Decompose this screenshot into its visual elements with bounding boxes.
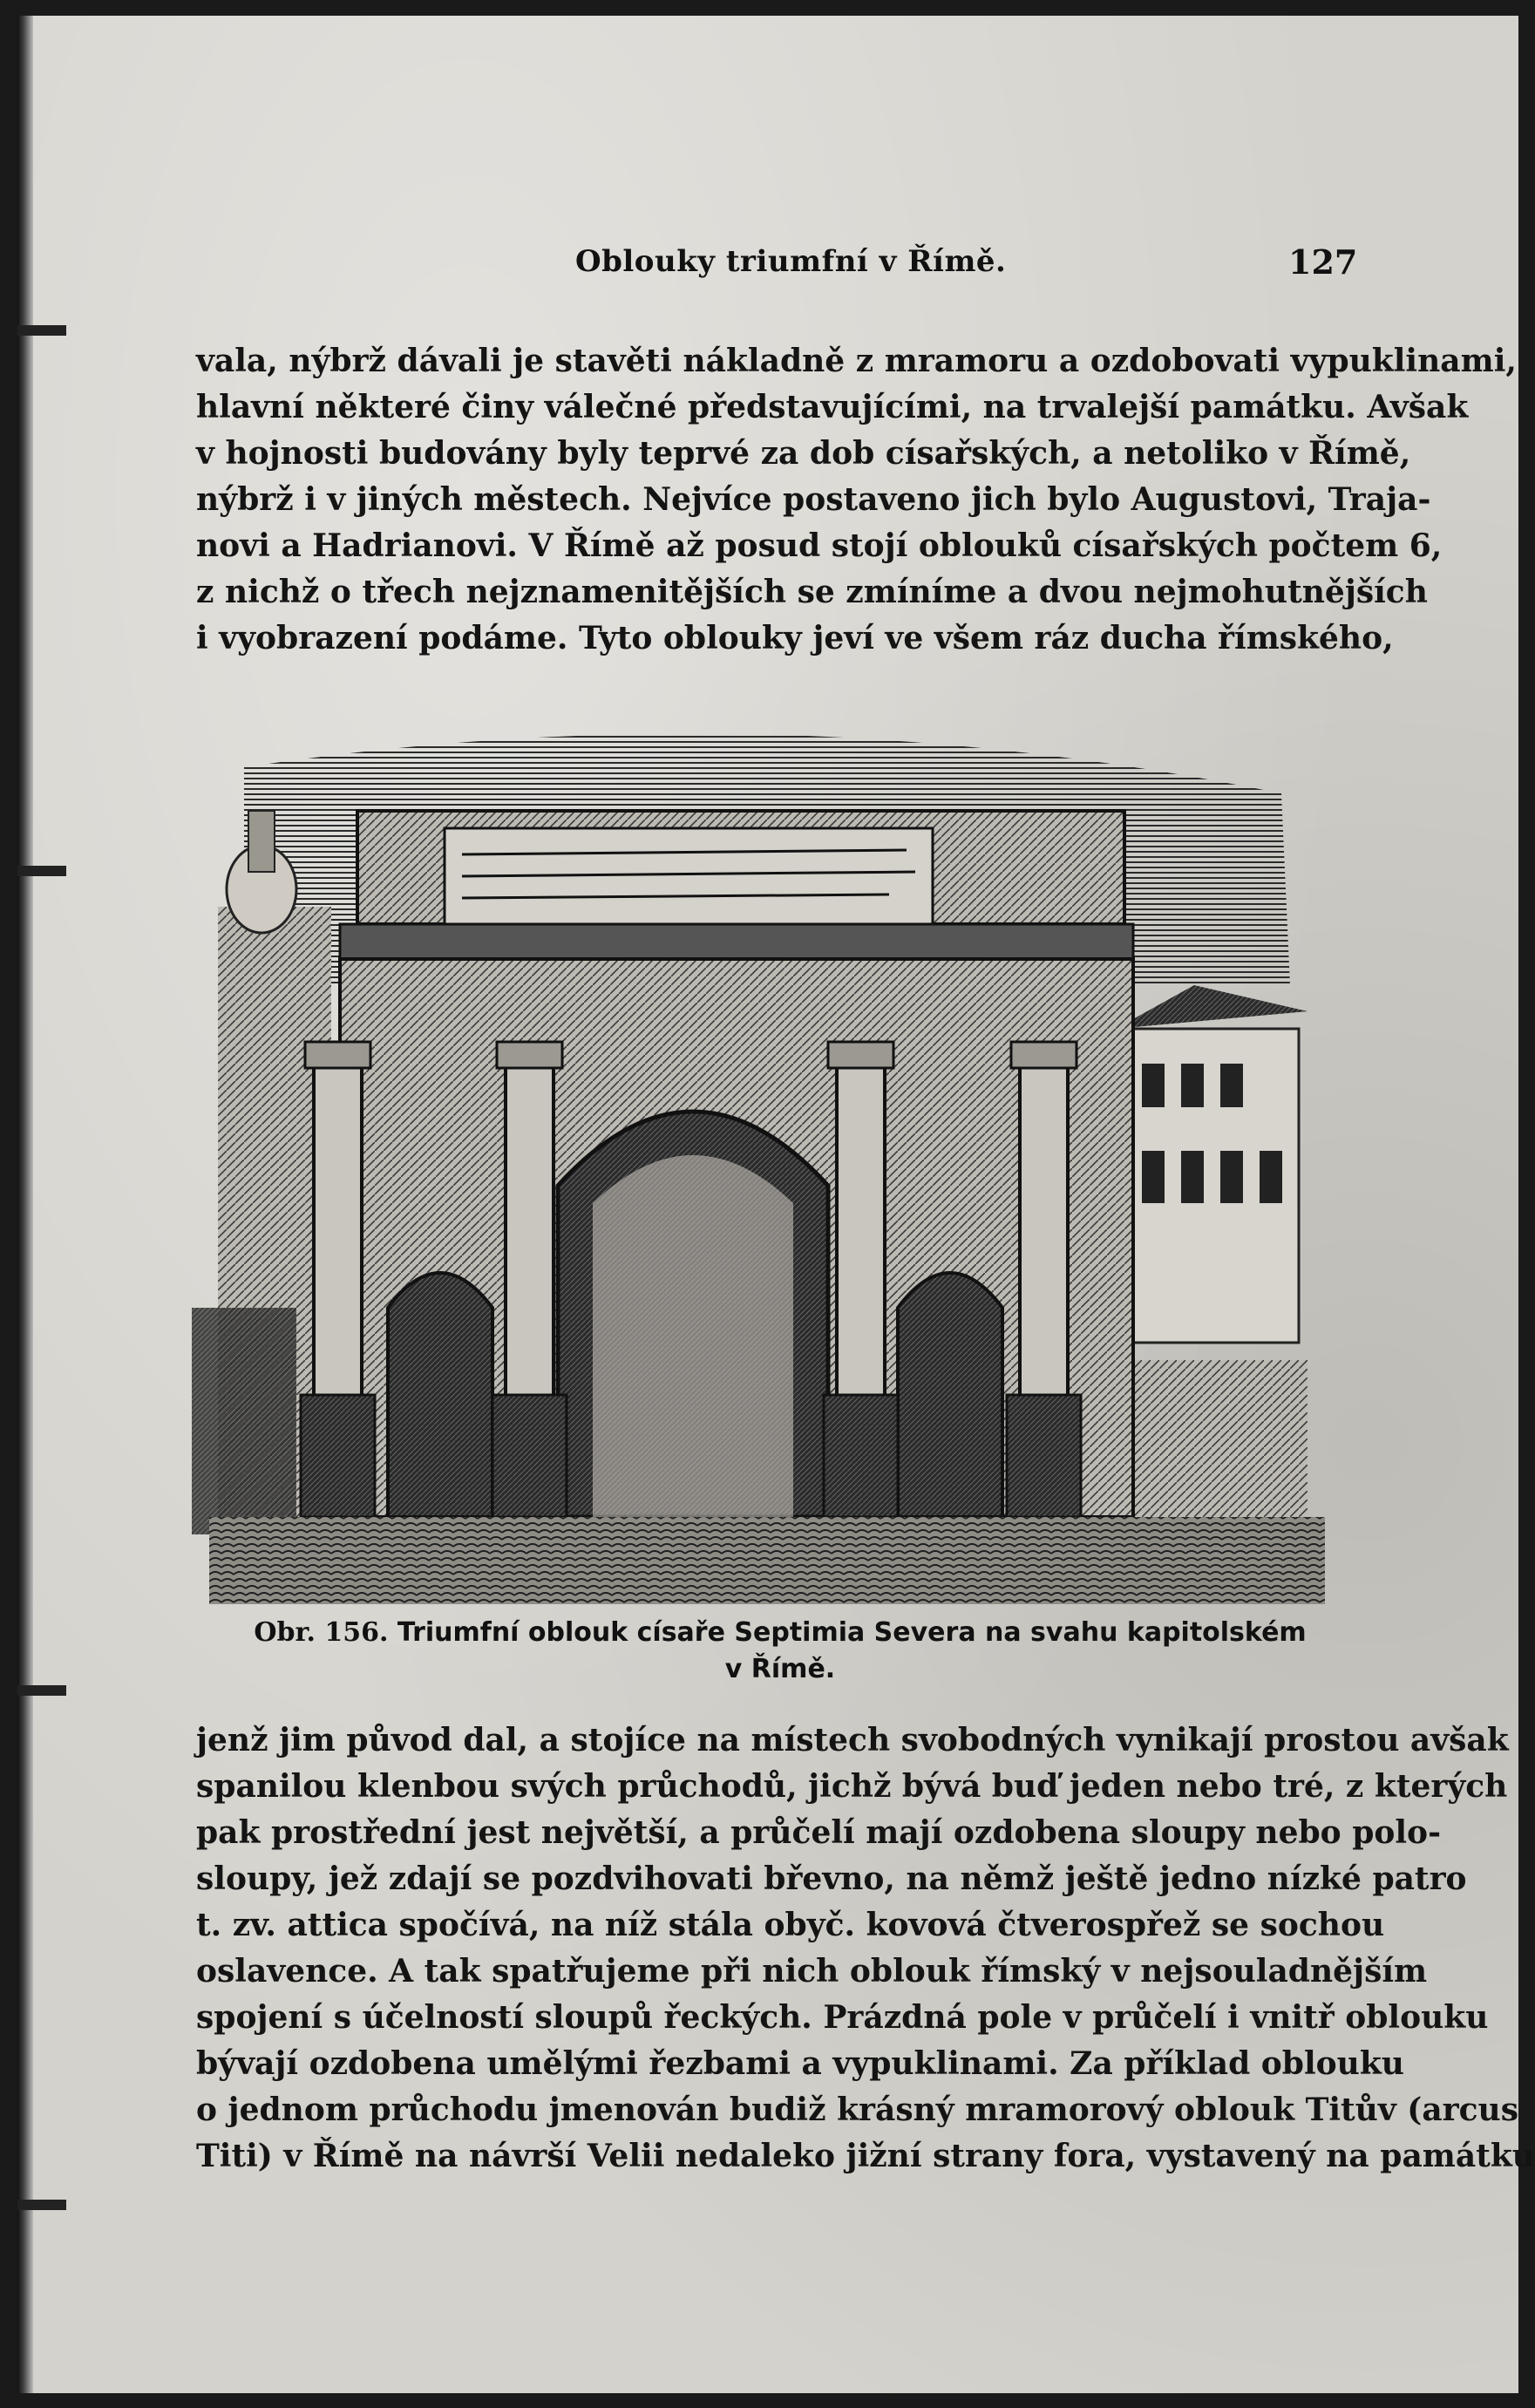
text-line: nýbrž i v jiných městech. Nejvíce postaveno jich bylo Augustovi, Traja- — [196, 481, 1431, 518]
figure-label: Obr. 156. — [254, 1617, 389, 1648]
text-line: spojení s účelností sloupů řeckých. Prázdná pole v průčelí i vnitř oblouku — [196, 1999, 1489, 2036]
triumphal-arch — [301, 811, 1133, 1517]
right-buildings — [1116, 985, 1307, 1534]
binding-mark — [17, 866, 66, 876]
text-line: v hojnosti budovány byly teprvé za dob císařských, a netoliko v Římě, — [196, 435, 1411, 472]
page-number: 127 — [1288, 242, 1358, 282]
text-line: pak prostřední jest největší, a průčelí mají ozdobena sloupy nebo polo- — [196, 1814, 1442, 1851]
paragraph-bottom — [196, 1718, 1535, 2180]
text-line: t. zv. attica spočívá, na níž stála obyč. kovová čtverospřež se sochou — [196, 1907, 1385, 1943]
text-line: novi a Hadrianovi. V Římě až posud stojí oblouků císařských počtem 6, — [196, 527, 1443, 564]
text-line: z nichž o třech nejznamenitějších se zmíníme a dvou nejmohutnějších — [196, 574, 1428, 610]
text-line: spanilou klenbou svých průchodů, jichž bývá buď jeden nebo tré, z kterých — [196, 1768, 1508, 1805]
text-line: o jednom průchodu jmenován budiž krásný mramorový oblouk Titův (arcus — [196, 2092, 1518, 2128]
text-line: vala, nýbrž dávali je stavěti nákladně z mramoru a ozdobovati vypuklinami, — [196, 343, 1517, 379]
page-binding-edge — [17, 16, 33, 2393]
caption-text: Triumfní oblouk císaře Septimia Severa na svahu kapitolském — [397, 1617, 1307, 1648]
binding-mark — [17, 1685, 66, 1696]
caption-text-line2: v Římě. — [724, 1654, 836, 1684]
running-title: Oblouky triumfní v Římě. — [575, 244, 1007, 279]
text-line: Titi) v Římě na návrší Velii nedaleko jižní strany fora, vystavený na památku — [196, 2138, 1535, 2174]
ground-hatching — [209, 1517, 1325, 1604]
text-line: i vyobrazení podáme. Tyto oblouky jeví ve všem ráz ducha římského, — [196, 620, 1394, 656]
text-line: bývají ozdobena umělými řezbami a vypuklinami. Za příklad oblouku — [196, 2045, 1404, 2082]
binding-mark — [17, 2200, 66, 2210]
paragraph-top — [196, 338, 1517, 662]
binding-mark — [17, 325, 66, 336]
arch-engraving-illustration — [209, 697, 1325, 1604]
figure-caption — [244, 1615, 1316, 1688]
text-line: sloupy, jež zdají se pozdvihovati břevno, na němž ještě jedno nízké patro — [196, 1860, 1467, 1897]
text-line: hlavní některé činy válečné představujícími, na trvalejší památku. Avšak — [196, 389, 1469, 425]
text-line: jenž jim původ dal, a stojíce na místech svobodných vynikají prostou avšak — [196, 1722, 1509, 1758]
text-line: oslavence. A tak spatřujeme při nich oblouk římský v nejsouladnějším — [196, 1953, 1428, 1990]
